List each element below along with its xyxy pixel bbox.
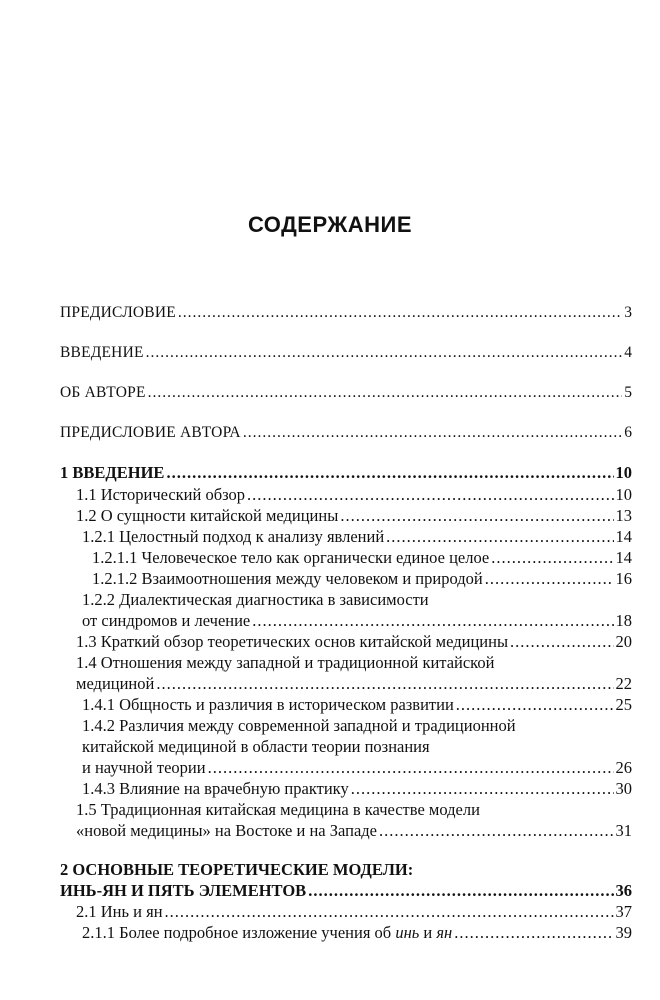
dot-leader xyxy=(243,423,622,443)
dot-leader xyxy=(351,779,614,799)
toc-entry-1-2[interactable] xyxy=(76,506,632,526)
toc-entry-label: 1.2 О сущности китайской медицины xyxy=(76,506,339,525)
toc-page-number: 10 xyxy=(615,463,632,482)
dot-leader xyxy=(148,383,623,403)
toc-entry-1-5[interactable] xyxy=(76,821,632,841)
label-text: 2.1.1 Более подробное изложение учения об xyxy=(82,923,396,942)
dot-leader xyxy=(156,674,613,694)
toc-chapter-2[interactable] xyxy=(60,881,632,901)
toc-entry-about-author[interactable] xyxy=(60,383,632,403)
dot-leader xyxy=(178,303,622,323)
dot-leader xyxy=(340,506,613,526)
dot-leader xyxy=(166,463,613,483)
toc-entry-label: 1.4.1 Общность и различия в историческом развитии xyxy=(82,695,454,714)
dot-leader xyxy=(456,695,614,715)
toc-entry-label: 1.4.3 Влияние на врачебную практику xyxy=(82,779,349,798)
toc-entry-label: 1 ВВЕДЕНИЕ xyxy=(60,463,165,482)
toc-entry-1-4-3[interactable] xyxy=(82,779,632,799)
toc-entry-1-2-1-2[interactable] xyxy=(92,569,632,589)
dot-leader xyxy=(247,485,613,505)
toc-chapter-1[interactable] xyxy=(60,463,632,483)
dot-leader xyxy=(208,758,614,778)
toc-entry-label: 1.2.1 Целостный подход к анализу явлений xyxy=(82,527,385,546)
toc-page-number: 37 xyxy=(615,902,632,921)
toc-page-number: 36 xyxy=(615,881,632,900)
dot-leader xyxy=(454,923,613,943)
toc-entry-1-4-1[interactable] xyxy=(82,695,632,715)
toc-page-number: 22 xyxy=(615,674,632,693)
toc-entry-1-1[interactable] xyxy=(76,485,632,505)
toc-entry-label: ПРЕДИСЛОВИЕ xyxy=(60,304,176,321)
toc-entry-1-4-line-1[interactable]: 1.4 Отношения между западной и традиционной китайской xyxy=(76,653,495,672)
toc-entry-label: ИНЬ-ЯН И ПЯТЬ ЭЛЕМЕНТОВ xyxy=(60,881,307,900)
toc-page-number: 30 xyxy=(615,779,632,798)
toc-entry-label: 1.1 Исторический обзор xyxy=(76,485,246,504)
page-title: СОДЕРЖАНИЕ xyxy=(247,212,413,237)
toc-entry-label: от синдромов и лечение xyxy=(82,611,251,630)
toc-entry-1-2-2-line-1[interactable]: 1.2.2 Диалектическая диагностика в зависимости xyxy=(82,590,429,609)
dot-leader xyxy=(308,881,613,901)
toc-entry-label: «новой медицины» на Востоке и на Западе xyxy=(76,821,377,840)
toc-page-number: 3 xyxy=(624,304,632,321)
toc-entry-label: ОБ АВТОРЕ xyxy=(60,384,146,401)
dot-leader xyxy=(491,548,613,568)
toc-page-number: 25 xyxy=(615,695,632,714)
toc-entry-introduction[interactable] xyxy=(60,343,632,363)
dot-leader xyxy=(386,527,613,547)
toc-page-number: 10 xyxy=(615,485,632,504)
label-text: и xyxy=(419,923,437,942)
toc-page-number: 20 xyxy=(615,632,632,651)
toc-entry-label: медициной xyxy=(76,674,155,693)
toc-entry-1-3[interactable] xyxy=(76,632,632,652)
toc-entry-label: ПРЕДИСЛОВИЕ АВТОРА xyxy=(60,424,241,441)
toc-entry-label: 2.1 Инь и ян xyxy=(76,902,163,921)
toc-entry-label: ВВЕДЕНИЕ xyxy=(60,344,144,361)
toc-entry-1-2-1[interactable] xyxy=(82,527,632,547)
dot-leader xyxy=(485,569,614,589)
dot-leader xyxy=(252,611,613,631)
toc-page-number: 18 xyxy=(615,611,632,630)
label-italic-yin: инь xyxy=(395,923,420,942)
toc-page-number: 26 xyxy=(615,758,632,777)
toc-entry-label: 1.3 Краткий обзор теоретических основ китайской медицины xyxy=(76,632,509,651)
toc-entry-preface[interactable] xyxy=(60,303,632,323)
toc-page-number: 14 xyxy=(615,527,632,546)
toc-entry-1-4-2-line-1[interactable]: 1.4.2 Различия между современной западной и традиционной xyxy=(82,716,516,735)
toc-entry-author-preface[interactable] xyxy=(60,423,632,443)
toc-page-number: 13 xyxy=(615,506,632,525)
dot-leader xyxy=(165,902,614,922)
toc-entry-label: и научной теории xyxy=(82,758,206,777)
label-italic-yang: ян xyxy=(436,923,453,942)
toc-entry-label: 1.2.1.1 Человеческое тело как органически единое целое xyxy=(92,548,490,567)
toc-entry-1-2-1-1[interactable] xyxy=(92,548,632,568)
toc-entry-label: 1.2.1.2 Взаимоотношения между человеком и природой xyxy=(92,569,483,588)
toc-entry-1-5-line-1[interactable]: 1.5 Традиционная китайская медицина в качестве модели xyxy=(76,800,480,819)
dot-leader xyxy=(146,343,623,363)
toc-entry-label xyxy=(82,923,452,943)
toc-page-number: 6 xyxy=(624,424,632,441)
toc-page-number: 4 xyxy=(624,344,632,361)
toc-page-number: 31 xyxy=(615,821,632,840)
toc-page-number: 5 xyxy=(624,384,632,401)
toc-entry-1-4-2-line-2[interactable]: китайской медициной в области теории познания xyxy=(82,737,430,756)
toc-entry-2-1[interactable] xyxy=(76,902,632,922)
dot-leader xyxy=(510,632,613,652)
toc-page-number: 14 xyxy=(615,548,632,567)
toc-entry-1-4[interactable] xyxy=(76,674,632,694)
toc-entry-1-4-2[interactable] xyxy=(82,758,632,778)
dot-leader xyxy=(379,821,614,841)
toc-page-number: 39 xyxy=(615,923,632,942)
toc-page-number: 16 xyxy=(615,569,632,588)
toc-entry-2-1-1[interactable] xyxy=(82,923,632,943)
toc-chapter-2-line-1[interactable]: 2 ОСНОВНЫЕ ТЕОРЕТИЧЕСКИЕ МОДЕЛИ: xyxy=(60,860,414,879)
toc-entry-1-2-2[interactable] xyxy=(82,611,632,631)
